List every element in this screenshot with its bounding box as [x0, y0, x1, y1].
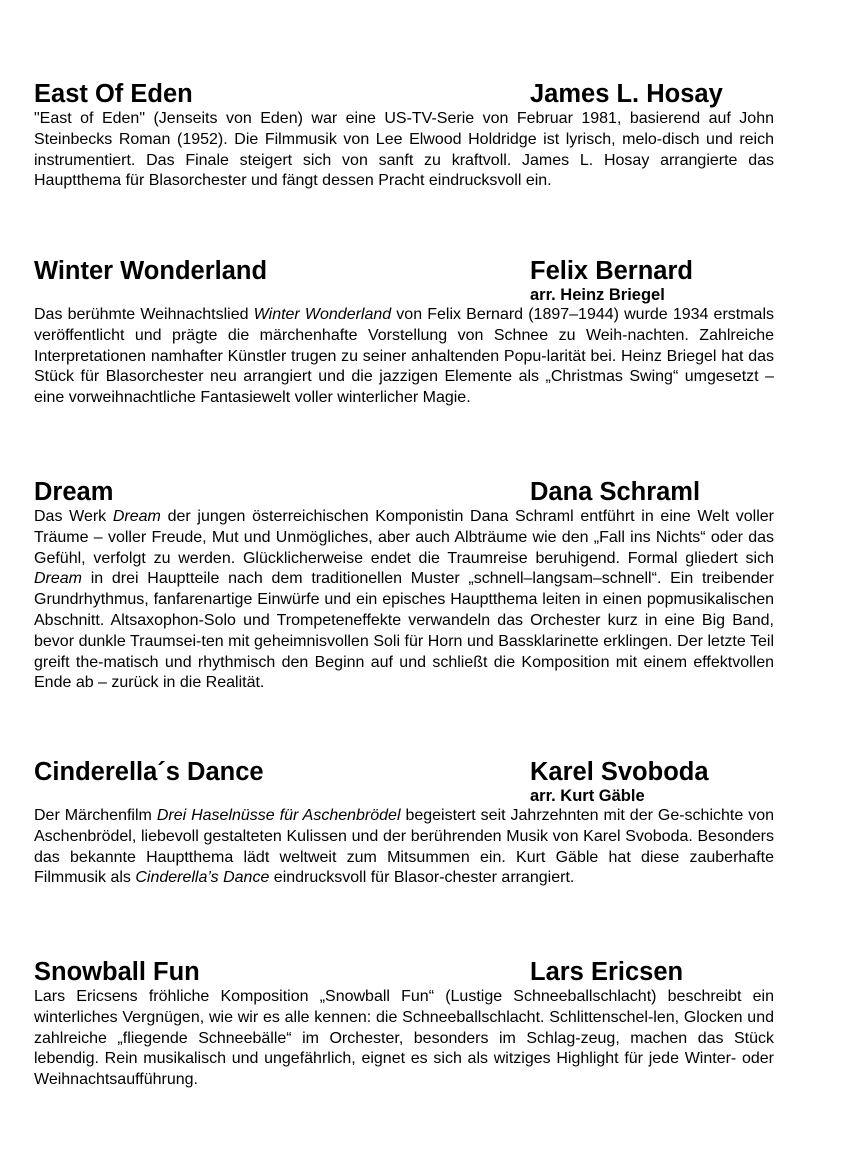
piece-title: Cinderella´s Dance	[34, 758, 264, 786]
piece-composer: Felix Bernard	[530, 257, 693, 285]
piece-title: Winter Wonderland	[34, 257, 268, 285]
description-text: "East of Eden" (Jenseits von Eden) war eine US-TV-Serie von Februar 1981, basierend auf John Steinbecks Roman (1952). Die Filmmusik von Lee Elwood Holdridge ist lyrisch, melo-disch und reich instrumentiert. Das Finale steigert sich von sanft zu kraftvoll. James L. Hosay arrangierte das Hauptthema für Blasorchester und fängt dessen Pracht eindrucksvoll ein.	[34, 110, 774, 190]
piece-title: East Of Eden	[34, 80, 193, 108]
piece-composer: Dana Schraml	[530, 478, 701, 506]
piece-arranger: arr. Heinz Briegel	[530, 286, 665, 304]
piece-description	[34, 987, 774, 1091]
description-text: Das Werk	[34, 508, 113, 525]
piece-title: Snowball Fun	[34, 958, 200, 986]
description-text: von Felix Bernard (1897–1944) wurde 1934 erstmals veröffentlicht und prägte die märchenhafte Vorstellung von Schnee zu Weih-nachten. Zahlreiche Interpretationen namhafter Künstler trugen zu seiner anhaltenden Popu-larität bei. Heinz Briegel hat das Stück für Blasorchester neu arrangiert und die jazzigen Elemente als „Christmas Swing“ umgesetzt – eine vorweihnachtliche Fantasiewelt voller winterlicher Magie.	[34, 306, 774, 407]
piece-snowball-fun	[34, 957, 774, 1091]
description-text: begeistert seit Jahrzehnten mit der Ge-schichte von Aschenbrödel, liebevoll gestalteten Kulissen und der berührenden Musik von Karel Svoboda. Besonders das bekannte Hauptthema lädt weltweit zum Mitsummen ein. Kurt Gäble hat diese zauberhafte Filmmusik als	[34, 807, 774, 887]
italic-work-title: Dream	[112, 508, 161, 525]
piece-heading	[34, 256, 774, 286]
description-text: der jungen österreichischen Komponistin Dana Schraml entführt in eine Welt voller Träume – voller Freude, Mut und Unmögliches, aber auch Albträume wie den „Fall ins Nichts“ oder das Gefühl, verfolgt zu werden. Glücklicherweise endet die Traumreise beruhigend. Formal gliedert sich	[34, 508, 775, 567]
description-text: eindrucksvoll für Blasor-chester arrangiert.	[269, 869, 575, 887]
piece-description	[34, 806, 774, 889]
description-text: Der Märchenfilm	[34, 807, 157, 824]
piece-winter-wonderland	[34, 256, 774, 409]
piece-cinderellas-dance	[34, 757, 774, 889]
italic-work-title: Dream	[34, 570, 83, 588]
description-text: Das berühmte Weihnachtslied	[34, 306, 254, 323]
piece-heading	[34, 477, 774, 507]
piece-heading	[34, 79, 774, 109]
piece-arranger: arr. Kurt Gäble	[530, 787, 645, 805]
piece-east-of-eden	[34, 79, 774, 192]
italic-work-title: Winter Wonderland	[253, 306, 392, 323]
piece-composer: Karel Svoboda	[530, 758, 709, 786]
description-text: in drei Hauptteile nach dem traditionellen Muster „schnell–langsam–schnell“. Ein treibender Grundrhythmus, fanfarenartige Einwürfe und ein episches Hauptthema leiten in einen popmusikalischen Abschnitt. Altsaxophon-Solo und Trompeteneffekte verwandeln das Orchester kurz in eine Big Band, bevor dunkle Traumsei-ten mit geheimnisvollen Soli für Horn und Bassklarinette erklingen. Der letzte Teil greift the-matisch und rhythmisch den Beginn auf und schließt die Komposition mit einem effektvollen Ende ab – zurück in die Realität.	[34, 570, 774, 692]
piece-heading	[34, 957, 774, 987]
italic-work-title: Drei Haselnüsse für Aschenbrödel	[156, 807, 401, 824]
piece-title: Dream	[34, 478, 114, 506]
description-text: Lars Ericsens fröhliche Komposition „Snowball Fun“ (Lustige Schneeballschlacht) beschreibt ein winterliches Vergnügen, wie wir es alle kennen: die Schneeballschlacht. Schlittenschel-len, Glocken und zahlreiche „fliegende Schneebälle“ im Orchester, besonders im Schlag-zeug, machen das Stück lebendig. Rein musikalisch und ungefährlich, eignet es sich als witziges Highlight für jede Winter- oder Weihnachtsaufführung.	[34, 988, 774, 1089]
italic-work-title: Cinderella’s Dance	[135, 869, 270, 887]
piece-description	[34, 305, 774, 409]
piece-description	[34, 109, 774, 192]
piece-description	[34, 507, 774, 694]
piece-heading	[34, 757, 774, 787]
piece-composer: James L. Hosay	[530, 80, 723, 108]
piece-dream	[34, 477, 774, 694]
piece-composer: Lars Ericsen	[530, 958, 684, 986]
